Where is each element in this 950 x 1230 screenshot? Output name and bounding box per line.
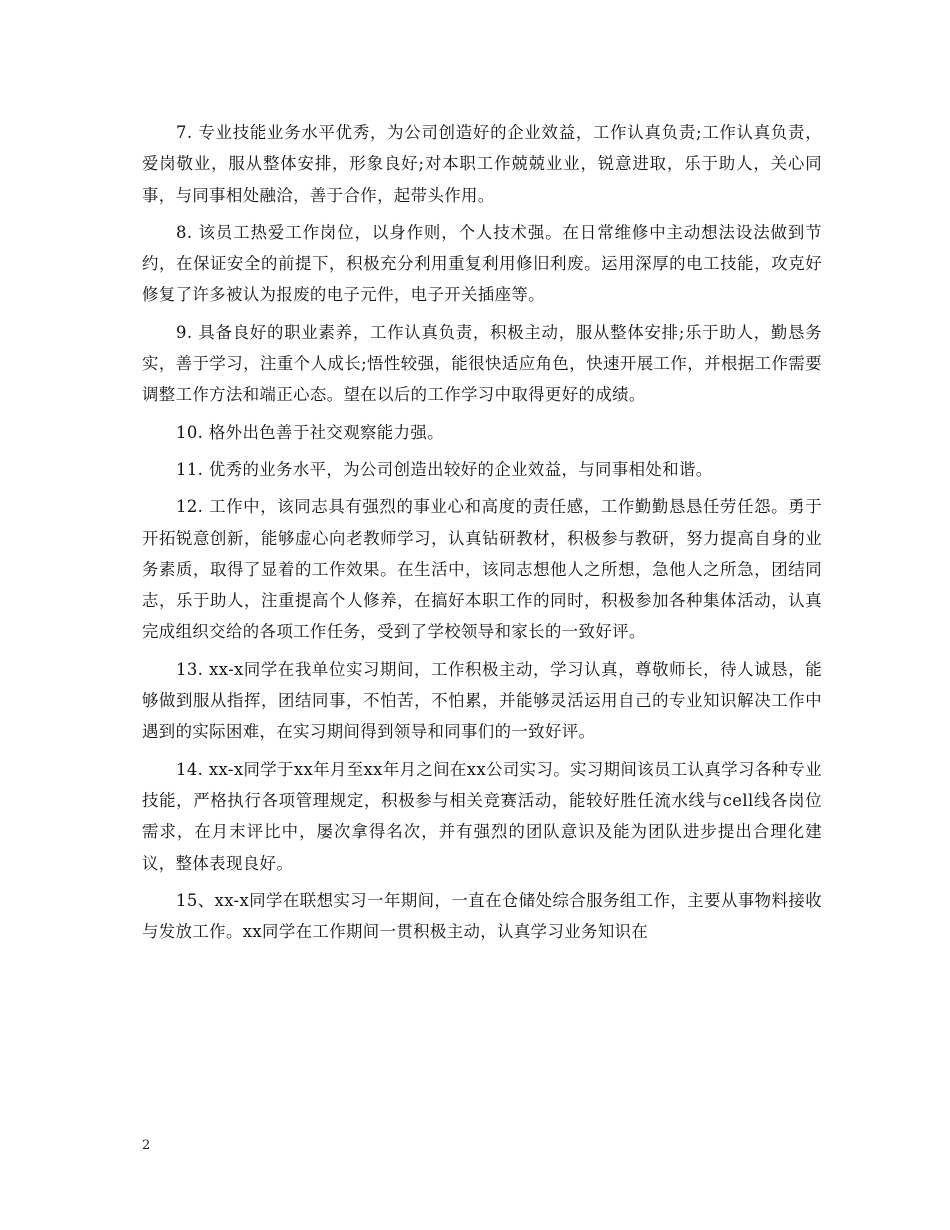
paragraph-9: 9. 具备良好的职业素养，工作认真负责，积极主动，服从整体安排;乐于助人，勤恳务实，善于学习，注重个人成长;悟性较强，能很快适应角色，快速开展工作，并根据工作需要调整工作方法和端正心态。望在以后的工作学习中取得更好的成绩。 <box>142 322 822 405</box>
document-body <box>142 117 822 953</box>
paragraph-15: 15、xx-x同学在联想实习一年期间，一直在仓储处综合服务组工作，主要从事物料接收与发放工作。xx同学在工作期间一贯积极主动，认真学习业务知识在 <box>142 890 822 942</box>
paragraph-8: 8. 该员工热爱工作岗位，以身作则，个人技术强。在日常维修中主动想法设法做到节约，在保证安全的前提下，积极充分利用重复利用修旧利废。运用深厚的电工技能，攻克好修复了许多被认为报废的电子元件，电子开关插座等。 <box>142 222 822 305</box>
paragraph-14: 14. xx-x同学于xx年月至xx年月之间在xx公司实习。实习期间该员工认真学习各种专业技能，严格执行各项管理规定，积极参与相关竞赛活动，能较好胜任流水线与cell线各岗位需求，在月末评比中，屡次拿得名次，并有强烈的团队意识及能为团队进步提出合理化建议，整体表现良好。 <box>142 759 822 873</box>
paragraph-10: 10. 格外出色善于社交观察能力强。 <box>176 422 444 442</box>
page-number: 2 <box>142 1138 151 1153</box>
paragraph-13: 13. xx-x同学在我单位实习期间，工作积极主动，学习认真，尊敬师长，待人诚恳，能够做到服从指挥，团结同事，不怕苦，不怕累，并能够灵活运用自己的专业知识解决工作中遇到的实际困难，在实习期间得到领导和同事们的一致好评。 <box>142 659 822 742</box>
paragraph-12: 12. 工作中，该同志具有强烈的事业心和高度的责任感，工作勤勤恳恳任劳任怨。勇于开拓锐意创新，能够虚心向老教师学习，认真钻研教材，积极参与教研，努力提高自身的业务素质，取得了显着的工作效果。在生活中，该同志想他人之所想，急他人之所急，团结同志，乐于助人，注重提高个人修养，在搞好本职工作的同时，积极参加各种集体活动，认真完成组织交给的各项工作任务，受到了学校领导和家长的一致好评。 <box>142 497 822 642</box>
paragraph-11: 11. 优秀的业务水平，为公司创造出较好的企业效益，与同事相处和谐。 <box>176 459 713 479</box>
paragraph-7: 7. 专业技能业务水平优秀，为公司创造好的企业效益，工作认真负责;工作认真负责，爱岗敬业，服从整体安排，形象良好;对本职工作兢兢业业，锐意进取，乐于助人，关心同事，与同事相处融洽，善于合作，起带头作用。 <box>142 123 822 205</box>
